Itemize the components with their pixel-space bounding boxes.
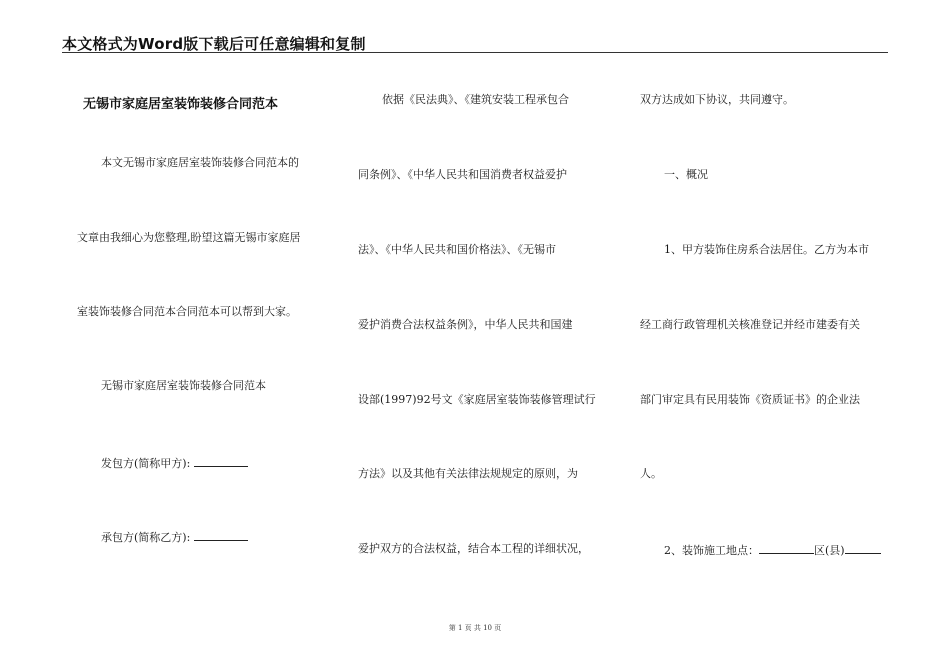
col2-line-1: 依据《民法典》、《建筑安装工程承包合 (382, 93, 569, 106)
col1-line-3: 室装饰装修合同范本合同范本可以帮到大家。 (77, 305, 297, 318)
party-b-blank (194, 529, 248, 541)
col1-line-1: 本文无锡市家庭居室装饰装修合同范本的 (101, 156, 299, 169)
party-a-label: 发包方(简称甲方): (101, 457, 191, 470)
site-blank-1 (759, 542, 814, 554)
site-label: 2、装饰施工地点： (664, 544, 759, 557)
col2-line-2: 同条例》、《中华人民共和国消费者权益爱护 (358, 168, 567, 181)
col2-line-6: 方法》以及其他有关法律法规规定的原则，为 (358, 467, 578, 480)
header-divider (62, 52, 888, 53)
col3-line-2: 一、概况 (664, 168, 708, 181)
party-b-field (101, 529, 248, 545)
col1-line-2: 文章由我细心为您整理,盼望这篇无锡市家庭居 (77, 231, 301, 244)
site-blank-2 (845, 542, 881, 554)
page-header: 本文格式为Word版下载后可任意编辑和复制 (62, 35, 366, 53)
document-title: 无锡市家庭居室装饰装修合同范本 (83, 97, 279, 112)
page-footer: 第 1 页 共 10 页 (448, 624, 502, 632)
site-field (664, 542, 881, 558)
col3-line-4: 经工商行政管理机关核准登记并经市建委有关 (640, 318, 860, 331)
col3-line-3: 1、甲方装饰住房系合法居住。乙方为本市 (664, 243, 869, 256)
col3-line-5: 部门审定具有民用装饰《资质证书》的企业法 (640, 393, 860, 406)
col2-line-5: 设部(1997)92号文《家庭居室装饰装修管理试行 (358, 393, 596, 406)
party-b-label: 承包方(简称乙方): (101, 531, 191, 544)
col2-line-3: 法》、《中华人民共和国价格法》、《无锡市 (358, 243, 556, 256)
party-a-field (101, 455, 248, 471)
col2-line-4: 爱护消费合法权益条例》，中华人民共和国建 (358, 318, 573, 331)
col2-line-7: 爱护双方的合法权益，结合本工程的详细状况， (358, 542, 589, 555)
party-a-blank (194, 455, 248, 467)
site-district-label: 区(县) (814, 544, 845, 557)
col1-line-4: 无锡市家庭居室装饰装修合同范本 (101, 379, 266, 392)
col3-line-6: 人。 (640, 467, 662, 480)
col3-line-1: 双方达成如下协议，共同遵守。 (640, 93, 794, 106)
